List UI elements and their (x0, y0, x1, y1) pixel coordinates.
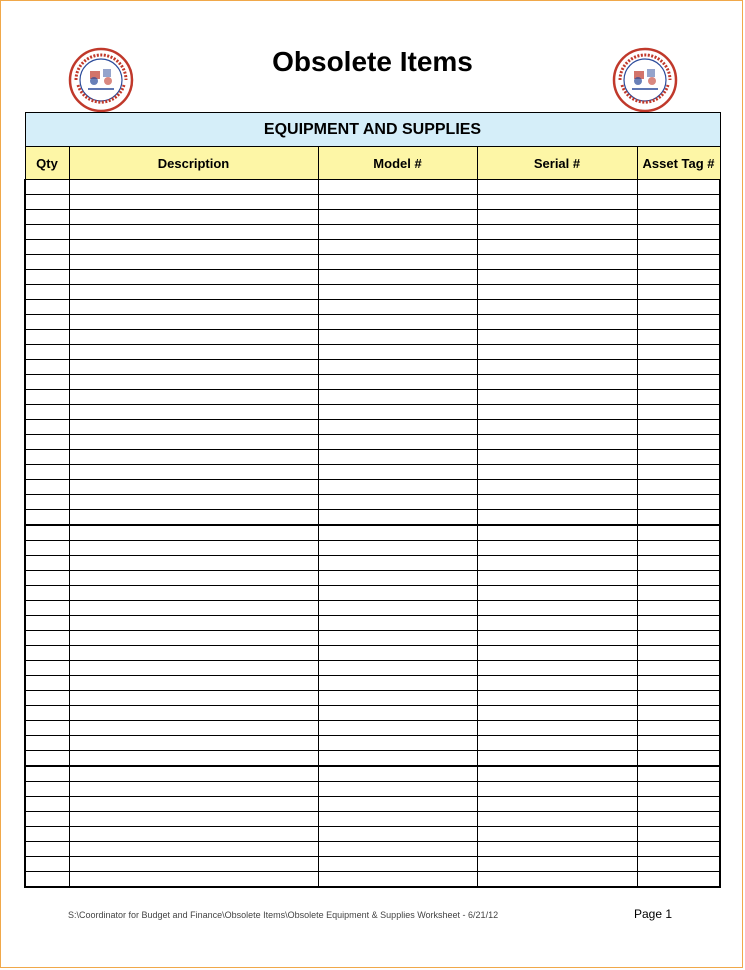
serial-cell[interactable] (477, 812, 637, 827)
description-cell[interactable] (69, 827, 318, 842)
table-row (25, 225, 720, 240)
column-header-asset-tag: Asset Tag # (637, 147, 720, 180)
asset-tag-cell[interactable] (637, 435, 720, 450)
description-cell[interactable] (69, 225, 318, 240)
table-row (25, 315, 720, 330)
model-cell[interactable] (318, 616, 477, 631)
table-row (25, 450, 720, 465)
description-cell[interactable] (69, 797, 318, 812)
table-row (25, 872, 720, 888)
qty-cell[interactable] (25, 661, 69, 676)
asset-tag-cell[interactable] (637, 420, 720, 435)
table-row (25, 646, 720, 661)
qty-cell[interactable] (25, 435, 69, 450)
qty-cell[interactable] (25, 812, 69, 827)
qty-cell[interactable] (25, 797, 69, 812)
description-cell[interactable] (69, 571, 318, 586)
description-cell[interactable] (69, 631, 318, 646)
table-row (25, 210, 720, 225)
serial-cell[interactable] (477, 330, 637, 345)
asset-tag-cell[interactable] (637, 721, 720, 736)
table-row (25, 691, 720, 706)
asset-tag-cell[interactable] (637, 872, 720, 888)
asset-tag-cell[interactable] (637, 857, 720, 872)
qty-cell[interactable] (25, 842, 69, 857)
asset-tag-cell[interactable] (637, 270, 720, 285)
asset-tag-cell[interactable] (637, 646, 720, 661)
qty-cell[interactable] (25, 480, 69, 495)
model-cell[interactable] (318, 495, 477, 510)
serial-cell[interactable] (477, 405, 637, 420)
table-row (25, 390, 720, 405)
table-row (25, 766, 720, 782)
qty-cell[interactable] (25, 285, 69, 300)
table-row (25, 676, 720, 691)
model-cell[interactable] (318, 450, 477, 465)
serial-cell[interactable] (477, 586, 637, 601)
description-cell[interactable] (69, 736, 318, 751)
model-cell[interactable] (318, 661, 477, 676)
description-cell[interactable] (69, 315, 318, 330)
model-cell[interactable] (318, 225, 477, 240)
footer-page-number: Page 1 (634, 907, 673, 921)
asset-tag-cell[interactable] (637, 375, 720, 390)
asset-tag-cell[interactable] (637, 525, 720, 541)
qty-cell[interactable] (25, 586, 69, 601)
description-cell[interactable] (69, 195, 318, 210)
serial-cell[interactable] (477, 225, 637, 240)
footer-file-path: S:\Coordinator for Budget and Finance\Obsolete Items\Obsolete Equipment & Supplies Worksheet - 6/21/12 (68, 910, 499, 920)
qty-cell[interactable] (25, 225, 69, 240)
serial-cell[interactable] (477, 240, 637, 255)
model-cell[interactable] (318, 556, 477, 571)
table-row (25, 330, 720, 345)
model-cell[interactable] (318, 195, 477, 210)
description-cell[interactable] (69, 541, 318, 556)
asset-tag-cell[interactable] (637, 495, 720, 510)
qty-cell[interactable] (25, 782, 69, 797)
table-row (25, 812, 720, 827)
qty-cell[interactable] (25, 360, 69, 375)
model-cell[interactable] (318, 255, 477, 270)
description-cell[interactable] (69, 495, 318, 510)
qty-cell[interactable] (25, 390, 69, 405)
model-cell[interactable] (318, 270, 477, 285)
table-row (25, 300, 720, 315)
asset-tag-cell[interactable] (637, 541, 720, 556)
table-row (25, 420, 720, 435)
model-cell[interactable] (318, 375, 477, 390)
column-header-serial: Serial # (477, 147, 637, 180)
asset-tag-cell[interactable] (637, 195, 720, 210)
asset-tag-cell[interactable] (637, 300, 720, 315)
serial-cell[interactable] (477, 661, 637, 676)
table-row (25, 631, 720, 646)
qty-cell[interactable] (25, 405, 69, 420)
table-row (25, 736, 720, 751)
asset-tag-cell[interactable] (637, 360, 720, 375)
column-header-model: Model # (318, 147, 477, 180)
page-title: Obsolete Items (272, 46, 473, 77)
asset-tag-cell[interactable] (637, 345, 720, 360)
model-cell[interactable] (318, 797, 477, 812)
description-cell[interactable] (69, 706, 318, 721)
table-row (25, 797, 720, 812)
model-cell[interactable] (318, 510, 477, 526)
serial-cell[interactable] (477, 616, 637, 631)
table-row (25, 270, 720, 285)
qty-cell[interactable] (25, 827, 69, 842)
description-cell[interactable] (69, 210, 318, 225)
description-cell[interactable] (69, 480, 318, 495)
description-cell[interactable] (69, 300, 318, 315)
qty-cell[interactable] (25, 465, 69, 480)
description-cell[interactable] (69, 601, 318, 616)
asset-tag-cell[interactable] (637, 315, 720, 330)
model-cell[interactable] (318, 435, 477, 450)
asset-tag-cell[interactable] (637, 210, 720, 225)
model-cell[interactable] (318, 360, 477, 375)
section-title: EQUIPMENT AND SUPPLIES (25, 113, 720, 147)
asset-tag-cell[interactable] (637, 797, 720, 812)
serial-cell[interactable] (477, 721, 637, 736)
table-row (25, 706, 720, 721)
table-row (25, 556, 720, 571)
asset-tag-cell[interactable] (637, 676, 720, 691)
model-cell[interactable] (318, 405, 477, 420)
asset-tag-cell[interactable] (637, 586, 720, 601)
qty-cell[interactable] (25, 676, 69, 691)
qty-cell[interactable] (25, 240, 69, 255)
asset-tag-cell[interactable] (637, 691, 720, 706)
qty-cell[interactable] (25, 541, 69, 556)
table-row (25, 751, 720, 767)
asset-tag-cell[interactable] (637, 782, 720, 797)
qty-cell[interactable] (25, 616, 69, 631)
serial-cell[interactable] (477, 541, 637, 556)
serial-cell[interactable] (477, 631, 637, 646)
asset-tag-cell[interactable] (637, 255, 720, 270)
serial-cell[interactable] (477, 691, 637, 706)
serial-cell[interactable] (477, 255, 637, 270)
description-cell[interactable] (69, 676, 318, 691)
qty-cell[interactable] (25, 751, 69, 767)
description-cell[interactable] (69, 525, 318, 541)
table-row (25, 616, 720, 631)
description-cell[interactable] (69, 285, 318, 300)
serial-cell[interactable] (477, 676, 637, 691)
qty-cell[interactable] (25, 495, 69, 510)
model-cell[interactable] (318, 721, 477, 736)
description-cell[interactable] (69, 240, 318, 255)
serial-cell[interactable] (477, 465, 637, 480)
serial-cell[interactable] (477, 270, 637, 285)
asset-tag-cell[interactable] (637, 465, 720, 480)
description-cell[interactable] (69, 766, 318, 782)
table-row (25, 857, 720, 872)
model-cell[interactable] (318, 285, 477, 300)
model-cell[interactable] (318, 601, 477, 616)
model-cell[interactable] (318, 180, 477, 195)
serial-cell[interactable] (477, 827, 637, 842)
asset-tag-cell[interactable] (637, 225, 720, 240)
qty-cell[interactable] (25, 601, 69, 616)
qty-cell[interactable] (25, 330, 69, 345)
table-row (25, 495, 720, 510)
table-row (25, 285, 720, 300)
asset-tag-cell[interactable] (637, 285, 720, 300)
serial-cell[interactable] (477, 525, 637, 541)
model-cell[interactable] (318, 571, 477, 586)
table-row (25, 375, 720, 390)
model-cell[interactable] (318, 646, 477, 661)
description-cell[interactable] (69, 782, 318, 797)
qty-cell[interactable] (25, 646, 69, 661)
asset-tag-cell[interactable] (637, 556, 720, 571)
asset-tag-cell[interactable] (637, 736, 720, 751)
table-row (25, 525, 720, 541)
qty-cell[interactable] (25, 270, 69, 285)
qty-cell[interactable] (25, 525, 69, 541)
model-cell[interactable] (318, 842, 477, 857)
description-cell[interactable] (69, 465, 318, 480)
qty-cell[interactable] (25, 300, 69, 315)
asset-tag-cell[interactable] (637, 390, 720, 405)
model-cell[interactable] (318, 857, 477, 872)
model-cell[interactable] (318, 210, 477, 225)
qty-cell[interactable] (25, 210, 69, 225)
qty-cell[interactable] (25, 315, 69, 330)
asset-tag-cell[interactable] (637, 812, 720, 827)
serial-cell[interactable] (477, 571, 637, 586)
qty-cell[interactable] (25, 571, 69, 586)
model-cell[interactable] (318, 586, 477, 601)
asset-tag-cell[interactable] (637, 180, 720, 195)
table-row (25, 721, 720, 736)
qty-cell[interactable] (25, 857, 69, 872)
model-cell[interactable] (318, 872, 477, 888)
model-cell[interactable] (318, 827, 477, 842)
asset-tag-cell[interactable] (637, 751, 720, 767)
model-cell[interactable] (318, 706, 477, 721)
asset-tag-cell[interactable] (637, 240, 720, 255)
qty-cell[interactable] (25, 721, 69, 736)
asset-tag-cell[interactable] (637, 661, 720, 676)
asset-tag-cell[interactable] (637, 480, 720, 495)
model-cell[interactable] (318, 480, 477, 495)
table-row (25, 345, 720, 360)
table-row (25, 571, 720, 586)
qty-cell[interactable] (25, 631, 69, 646)
table-row (25, 465, 720, 480)
description-cell[interactable] (69, 270, 318, 285)
description-cell[interactable] (69, 330, 318, 345)
model-cell[interactable] (318, 751, 477, 767)
qty-cell[interactable] (25, 736, 69, 751)
table-row (25, 510, 720, 526)
column-header-qty: Qty (25, 147, 69, 180)
table-body (25, 180, 720, 888)
description-cell[interactable] (69, 450, 318, 465)
description-cell[interactable] (69, 872, 318, 888)
description-cell[interactable] (69, 646, 318, 661)
description-cell[interactable] (69, 616, 318, 631)
qty-cell[interactable] (25, 691, 69, 706)
qty-cell[interactable] (25, 510, 69, 526)
serial-cell[interactable] (477, 360, 637, 375)
table-row (25, 782, 720, 797)
serial-cell[interactable] (477, 646, 637, 661)
model-cell[interactable] (318, 525, 477, 541)
qty-cell[interactable] (25, 420, 69, 435)
serial-cell[interactable] (477, 842, 637, 857)
description-cell[interactable] (69, 857, 318, 872)
asset-tag-cell[interactable] (637, 405, 720, 420)
serial-cell[interactable] (477, 390, 637, 405)
model-cell[interactable] (318, 465, 477, 480)
description-cell[interactable] (69, 255, 318, 270)
description-cell[interactable] (69, 812, 318, 827)
qty-cell[interactable] (25, 375, 69, 390)
serial-cell[interactable] (477, 797, 637, 812)
table-row (25, 842, 720, 857)
table-row (25, 360, 720, 375)
asset-tag-cell[interactable] (637, 571, 720, 586)
description-cell[interactable] (69, 661, 318, 676)
asset-tag-cell[interactable] (637, 330, 720, 345)
serial-cell[interactable] (477, 420, 637, 435)
description-cell[interactable] (69, 345, 318, 360)
description-cell[interactable] (69, 842, 318, 857)
asset-tag-cell[interactable] (637, 842, 720, 857)
qty-cell[interactable] (25, 255, 69, 270)
asset-tag-cell[interactable] (637, 631, 720, 646)
table-row (25, 601, 720, 616)
serial-cell[interactable] (477, 195, 637, 210)
table-row (25, 480, 720, 495)
model-cell[interactable] (318, 315, 477, 330)
table-row (25, 435, 720, 450)
table-row (25, 195, 720, 210)
model-cell[interactable] (318, 812, 477, 827)
description-cell[interactable] (69, 691, 318, 706)
description-cell[interactable] (69, 586, 318, 601)
qty-cell[interactable] (25, 556, 69, 571)
serial-cell[interactable] (477, 300, 637, 315)
qty-cell[interactable] (25, 450, 69, 465)
description-cell[interactable] (69, 390, 318, 405)
serial-cell[interactable] (477, 450, 637, 465)
model-cell[interactable] (318, 390, 477, 405)
table-row (25, 661, 720, 676)
description-cell[interactable] (69, 405, 318, 420)
serial-cell[interactable] (477, 180, 637, 195)
table-row (25, 541, 720, 556)
description-cell[interactable] (69, 375, 318, 390)
serial-cell[interactable] (477, 435, 637, 450)
serial-cell[interactable] (477, 706, 637, 721)
qty-cell[interactable] (25, 345, 69, 360)
serial-cell[interactable] (477, 345, 637, 360)
table-row (25, 405, 720, 420)
model-cell[interactable] (318, 240, 477, 255)
asset-tag-cell[interactable] (637, 766, 720, 782)
asset-tag-cell[interactable] (637, 450, 720, 465)
serial-cell[interactable] (477, 480, 637, 495)
serial-cell[interactable] (477, 601, 637, 616)
description-cell[interactable] (69, 180, 318, 195)
model-cell[interactable] (318, 541, 477, 556)
district-seal-right (612, 47, 678, 113)
model-cell[interactable] (318, 345, 477, 360)
serial-cell[interactable] (477, 495, 637, 510)
model-cell[interactable] (318, 330, 477, 345)
qty-cell[interactable] (25, 766, 69, 782)
serial-cell[interactable] (477, 766, 637, 782)
obsolete-items-table (24, 112, 721, 888)
serial-cell[interactable] (477, 285, 637, 300)
model-cell[interactable] (318, 300, 477, 315)
seal-icon (612, 47, 678, 113)
model-cell[interactable] (318, 676, 477, 691)
qty-cell[interactable] (25, 195, 69, 210)
column-header-description: Description (69, 147, 318, 180)
table-row (25, 827, 720, 842)
asset-tag-cell[interactable] (637, 616, 720, 631)
description-cell[interactable] (69, 510, 318, 526)
serial-cell[interactable] (477, 315, 637, 330)
serial-cell[interactable] (477, 782, 637, 797)
model-cell[interactable] (318, 782, 477, 797)
model-cell[interactable] (318, 766, 477, 782)
serial-cell[interactable] (477, 375, 637, 390)
model-cell[interactable] (318, 420, 477, 435)
description-cell[interactable] (69, 360, 318, 375)
description-cell[interactable] (69, 435, 318, 450)
serial-cell[interactable] (477, 857, 637, 872)
description-cell[interactable] (69, 556, 318, 571)
model-cell[interactable] (318, 736, 477, 751)
asset-tag-cell[interactable] (637, 510, 720, 526)
asset-tag-cell[interactable] (637, 827, 720, 842)
serial-cell[interactable] (477, 510, 637, 526)
description-cell[interactable] (69, 721, 318, 736)
model-cell[interactable] (318, 631, 477, 646)
description-cell[interactable] (69, 751, 318, 767)
serial-cell[interactable] (477, 556, 637, 571)
asset-tag-cell[interactable] (637, 601, 720, 616)
serial-cell[interactable] (477, 736, 637, 751)
table-row (25, 240, 720, 255)
qty-cell[interactable] (25, 180, 69, 195)
serial-cell[interactable] (477, 751, 637, 767)
table-row (25, 586, 720, 601)
serial-cell[interactable] (477, 872, 637, 888)
model-cell[interactable] (318, 691, 477, 706)
table-row (25, 255, 720, 270)
serial-cell[interactable] (477, 210, 637, 225)
asset-tag-cell[interactable] (637, 706, 720, 721)
qty-cell[interactable] (25, 706, 69, 721)
qty-cell[interactable] (25, 872, 69, 888)
table-row (25, 180, 720, 195)
description-cell[interactable] (69, 420, 318, 435)
